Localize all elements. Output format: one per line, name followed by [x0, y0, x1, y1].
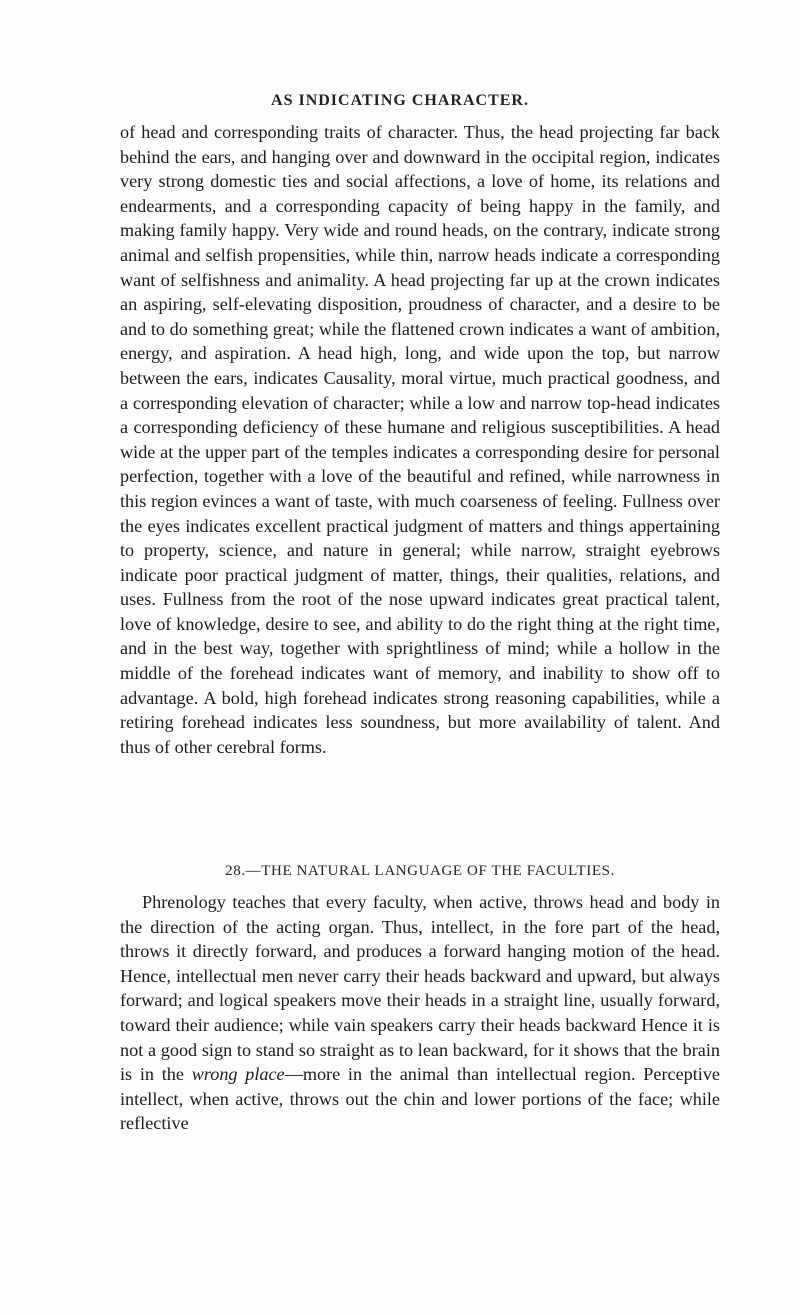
body-paragraph: of head and corresponding traits of character. Thus, the head projecting far back behind the ears, and hanging over and downward in the occipital region, indicates very strong domestic ties and social affections, a love of home, its relations and endearments, and a corresponding capacity of being happy in the family, and making family happy. Very wide and round heads, on the contrary, indicate strong animal and selfish propensities, while thin, narrow heads indicate a corresponding want of selfishness and animality. A head projecting far up at the crown indicates an aspiring, self-elevating disposition, proudness of character, and a desire to be and to do something great; while the flattened crown indicates a want of ambition, energy, and aspiration. A head high, long, and wide upon the top, but narrow between the ears, indicates Causality, moral virtue, much practical goodness, and a corresponding elevation of character; while a low and narrow top-head indicates a corresponding deficiency of these humane and religious susceptibilities. A head wide at the upper part of the temples indicates a corresponding desire for personal perfection, together with a love of the beautiful and refined, while narrowness in this region evinces a want of taste, with much coarseness of feeling. Fullness over the eyes indicates excellent practical judgment of matters and things appertaining to property, science, and nature in general; while narrow, straight eyebrows indicate poor practical judgment of matter, things, their qualities, relations, and uses. Fullness from the root of the nose upward indicates great practical talent, love of knowledge, desire to see, and ability to do the right thing at the right time, and in the best way, together with sprightliness of mind; while a hollow in the middle of the forehead indicates want of memory, and inability to show off to advantage. A bold, high forehead indicates strong reasoning capabilities, while a retiring forehead indicates less soundness, but more availability of talent. And thus of other cerebral forms. [120, 122, 720, 757]
running-head: AS INDICATING CHARACTER. [271, 92, 529, 109]
section-heading: 28.—THE NATURAL LANGUAGE OF THE FACULTIES. [225, 863, 615, 879]
paragraph-text: Phrenology teaches that every faculty, when active, throws head and body in the direction of the acting organ. Thus, intellect, in the fore part of the head, throws it directly forward, and produces a forward hanging motion of the head. Hence, intellectual men never carry their heads backward and upward, but always forward; and logical speakers move their heads in a straight line, usually forward, toward their audience; while vain speakers carry their heads backward Hence it is not a good sign to stand so straight as to lean backward, for it shows that the brain is in the [120, 892, 720, 1085]
body-paragraph [120, 890, 720, 1136]
paragraph-text: —more in the animal than intellectual region. Perceptive intellect, when active, throws out the chin and lower portions of the face; while reflective [120, 1064, 721, 1134]
emphasis-text: wrong place [191, 1064, 285, 1085]
